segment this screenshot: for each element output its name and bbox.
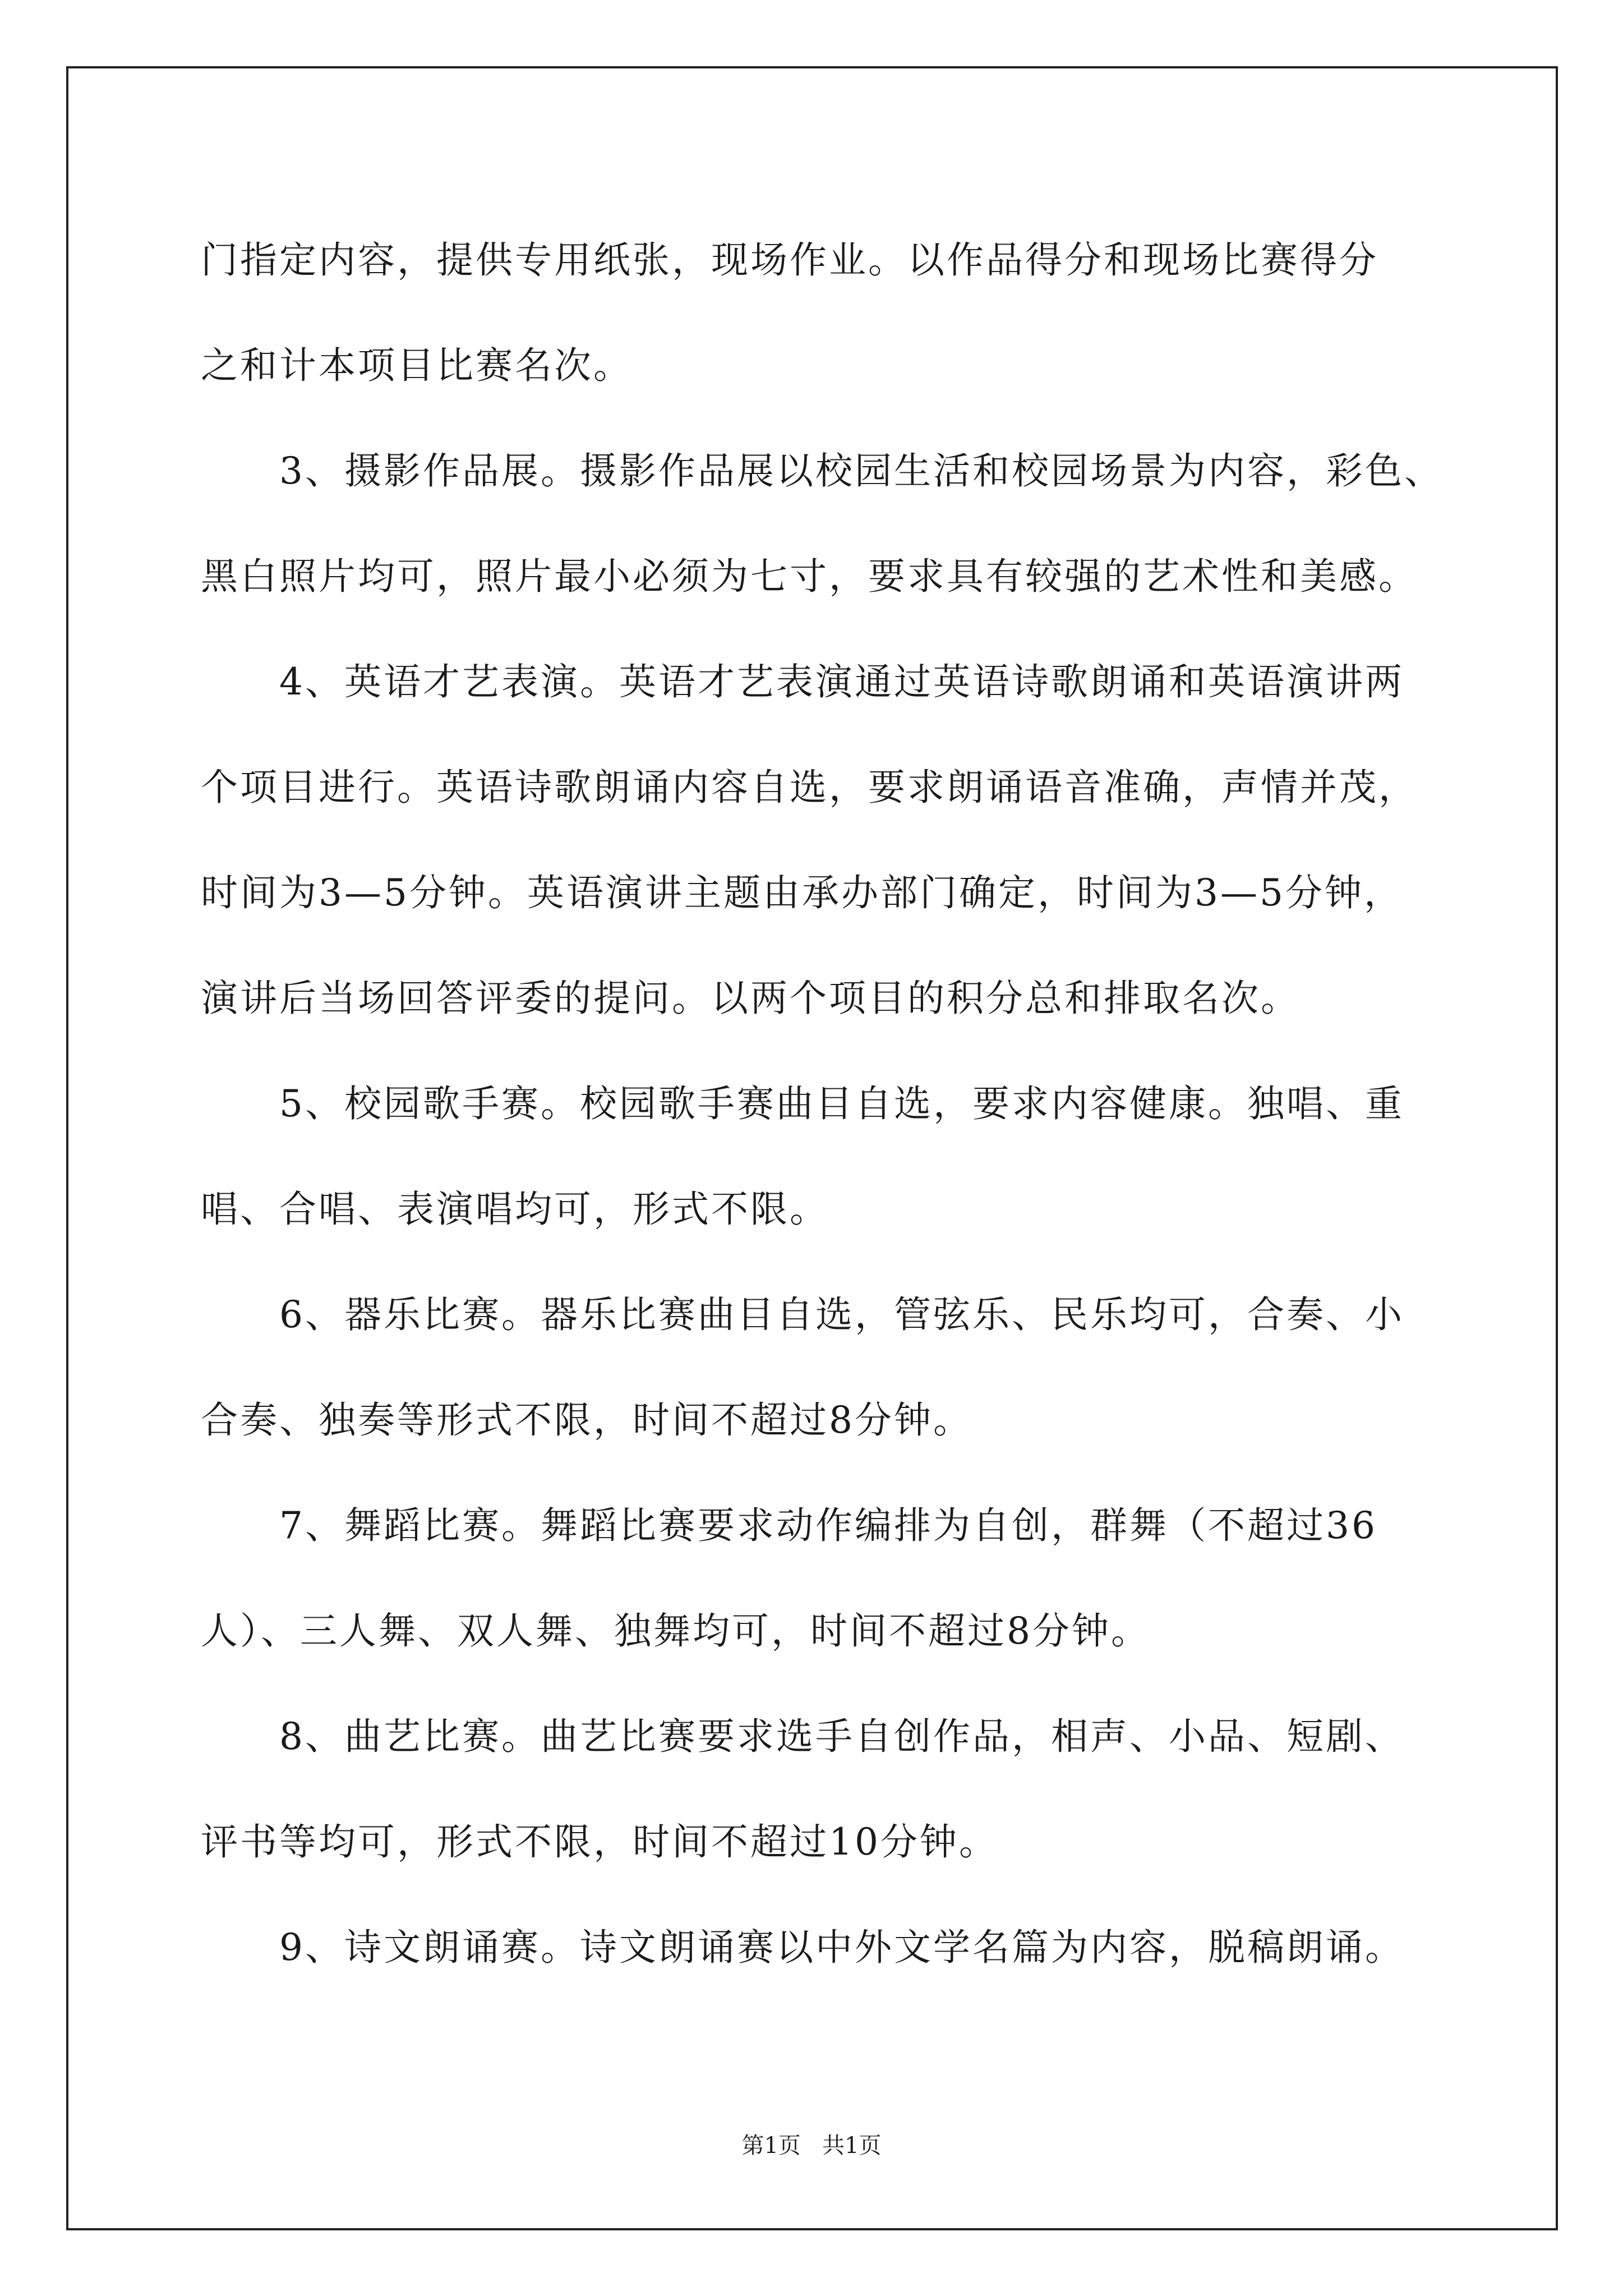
document-body — [201, 208, 1444, 2000]
text-line: 门指定内容，提供专用纸张，现场作业。以作品得分和现场比赛得分 — [201, 238, 1378, 282]
text-line: 演讲后当场回答评委的提问。以两个项目的积分总和排取名次。 — [201, 977, 1300, 1020]
page-footer: 第1页 共1页 — [741, 2133, 882, 2159]
text-line: 黑白照片均可，照片最小必须为七寸，要求具有较强的艺术性和美感。 — [201, 555, 1418, 598]
text-line: 唱、合唱、表演唱均可，形式不限。 — [201, 1188, 829, 1231]
text-line: 7、舞蹈比赛。舞蹈比赛要求动作编排为自创，群舞（不超过36 — [279, 1504, 1377, 1547]
text-line: 6、器乐比赛。器乐比赛曲目自选，管弦乐、民乐均可，合奏、小 — [279, 1293, 1404, 1336]
text-line: 之和计本项目比赛名次。 — [201, 344, 633, 387]
text-line: 8、曲艺比赛。曲艺比赛要求选手自创作品，相声、小品、短剧、 — [279, 1715, 1404, 1758]
text-line: 人）、三人舞、双人舞、独舞均可，时间不超过8分钟。 — [201, 1609, 1150, 1653]
text-line: 时间为3—5分钟。英语演讲主题由承办部门确定，时间为3—5分钟， — [201, 871, 1403, 914]
text-line: 3、摄影作品展。摄影作品展以校园生活和校园场景为内容，彩色、 — [279, 449, 1444, 493]
text-line: 合奏、独奏等形式不限，时间不超过8分钟。 — [201, 1398, 972, 1442]
text-line: 4、英语才艺表演。英语才艺表演通过英语诗歌朗诵和英语演讲两 — [279, 660, 1404, 703]
text-line: 9、诗文朗诵赛。诗文朗诵赛以中外文学名篇为内容，脱稿朗诵。 — [279, 1926, 1404, 1969]
text-line: 5、校园歌手赛。校园歌手赛曲目自选，要求内容健康。独唱、重 — [279, 1082, 1404, 1125]
text-line: 个项目进行。英语诗歌朗诵内容自选，要求朗诵语音准确，声情并茂， — [201, 766, 1418, 809]
text-line: 评书等均可，形式不限，时间不超过10分钟。 — [201, 1820, 998, 1864]
